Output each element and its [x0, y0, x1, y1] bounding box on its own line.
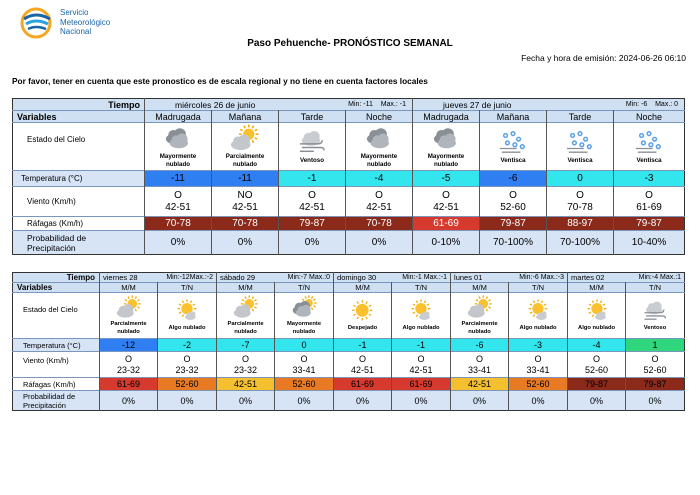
- wind-speed: 42-51: [433, 201, 459, 213]
- wind-speed: 52-60: [585, 364, 609, 375]
- wind-direction: NO: [237, 189, 253, 201]
- sunny-icon: [334, 299, 391, 322]
- gust-value: 88-97: [547, 217, 614, 231]
- emission-datetime: Fecha y hora de emisión: 2024-06-26 06:10: [521, 53, 686, 63]
- windy-icon: [626, 299, 684, 322]
- gust-value: 61-69: [334, 378, 392, 391]
- sky-condition-text: Algo nublado: [168, 325, 206, 332]
- period-label: Tarde: [547, 111, 614, 123]
- wind-speed: 52-60: [500, 201, 526, 213]
- temperatura-label: Temperatura (°C): [13, 171, 145, 187]
- period-label: M/M: [451, 283, 509, 293]
- wind-cell: [145, 187, 212, 217]
- partly-cloudy-icon: [451, 295, 508, 318]
- wind-direction: O: [124, 353, 132, 364]
- cloudy-icon: [145, 124, 211, 151]
- temperature-value: -1: [334, 339, 392, 352]
- variables-label: Variables: [13, 111, 145, 123]
- sky-condition-cell: [279, 123, 346, 171]
- viento-label: Viento (Km/h): [13, 352, 100, 378]
- temperature-value: -6: [451, 339, 509, 352]
- precip-value: 0%: [275, 391, 334, 411]
- temperature-value: -4: [346, 171, 413, 187]
- blizzard-icon: [547, 128, 613, 155]
- day-header: lunes 01 Min:-6 Max.:-3: [451, 273, 568, 283]
- temperature-value: -4: [568, 339, 626, 352]
- day-header: martes 02 Min:-4 Max.:1: [568, 273, 685, 283]
- cloudy-sun-icon: [275, 295, 333, 318]
- wind-speed: 42-51: [232, 201, 258, 213]
- wind-direction: O: [651, 353, 659, 364]
- temperature-value: -1: [279, 171, 346, 187]
- wind-direction: O: [300, 353, 308, 364]
- precip-value: 0%: [568, 391, 626, 411]
- sky-condition-text: Despejado: [347, 325, 378, 332]
- sky-condition-text: Parcialmente nublado: [227, 321, 264, 336]
- wind-cell: [275, 352, 334, 378]
- precip-value: 70-100%: [480, 231, 547, 255]
- estado-cielo-label: Estado del Cielo: [13, 293, 100, 339]
- gust-value: 79-87: [568, 378, 626, 391]
- wind-cell: [626, 352, 685, 378]
- wind-direction: O: [509, 189, 517, 201]
- temperatura-label: Temperatura (°C): [13, 339, 100, 352]
- sky-condition-text: Mayormente nublado: [360, 153, 398, 168]
- precip-value: 0%: [158, 391, 217, 411]
- day-header: viernes 28 Min:-12Max.:-2: [100, 273, 217, 283]
- sky-condition-text: Parcialmente nublado: [461, 321, 498, 336]
- period-label: M/M: [334, 283, 392, 293]
- precip-value: 0%: [279, 231, 346, 255]
- sky-condition-cell: [275, 293, 334, 339]
- gust-value: 42-51: [451, 378, 509, 391]
- temperature-value: -1: [392, 339, 451, 352]
- wind-cell: [614, 187, 685, 217]
- wind-cell: [212, 187, 279, 217]
- gust-value: 61-69: [392, 378, 451, 391]
- gust-value: 70-78: [145, 217, 212, 231]
- period-label: M/M: [100, 283, 158, 293]
- sky-condition-cell: [626, 293, 685, 339]
- gust-value: 42-51: [217, 378, 275, 391]
- precip-value: 0%: [100, 391, 158, 411]
- wind-cell: [158, 352, 217, 378]
- precip-value: 0%: [451, 391, 509, 411]
- wind-speed: 52-60: [643, 364, 667, 375]
- wind-speed: 23-32: [116, 364, 141, 375]
- period-label: T/N: [275, 283, 334, 293]
- mostly-sunny-icon: [158, 299, 216, 322]
- gust-value: 70-78: [346, 217, 413, 231]
- wind-direction: O: [534, 353, 542, 364]
- sky-condition-cell: [217, 293, 275, 339]
- sky-condition-text: Parcialmente nublado: [110, 321, 147, 336]
- gust-value: 61-69: [100, 378, 158, 391]
- temperature-value: -12: [100, 339, 158, 352]
- period-label: T/N: [626, 283, 685, 293]
- day-header: miércoles 26 de junio Min: -11 Max.: -1: [145, 99, 413, 111]
- wind-speed: 23-32: [234, 364, 258, 375]
- wind-cell: [334, 352, 392, 378]
- period-label: Mañana: [212, 111, 279, 123]
- wind-speed: 33-41: [526, 364, 550, 375]
- wind-speed: 42-51: [366, 201, 392, 213]
- temperature-value: 1: [626, 339, 685, 352]
- mostly-sunny-icon: [568, 299, 625, 322]
- wind-speed: 42-51: [351, 364, 375, 375]
- sky-condition-text: Mayormente nublado: [427, 153, 465, 168]
- wind-speed: 33-41: [292, 364, 316, 375]
- sky-condition-cell: [509, 293, 568, 339]
- gust-value: 52-60: [509, 378, 568, 391]
- mostly-sunny-icon: [392, 299, 450, 322]
- precip-value: 0%: [217, 391, 275, 411]
- temperature-value: -3: [614, 171, 685, 187]
- sky-condition-text: Algo nublado: [519, 325, 557, 332]
- sky-condition-cell: [480, 123, 547, 171]
- sky-condition-text: Ventisca: [567, 157, 593, 164]
- period-label: Madrugada: [145, 111, 212, 123]
- wind-speed: 42-51: [409, 364, 433, 375]
- wind-cell: [568, 352, 626, 378]
- gust-value: 52-60: [275, 378, 334, 391]
- period-label: Noche: [346, 111, 413, 123]
- wind-direction: O: [576, 189, 584, 201]
- wind-cell: [451, 352, 509, 378]
- sky-condition-cell: [392, 293, 451, 339]
- sky-condition-cell: [413, 123, 480, 171]
- wind-speed: 23-32: [175, 364, 199, 375]
- wind-speed: 42-51: [165, 201, 191, 213]
- partly-cloudy-icon: [100, 295, 157, 318]
- period-label: Mañana: [480, 111, 547, 123]
- wind-speed: 61-69: [636, 201, 662, 213]
- blizzard-icon: [480, 128, 546, 155]
- sky-condition-cell: [614, 123, 685, 171]
- sky-condition-cell: [451, 293, 509, 339]
- partly-cloudy-icon: [217, 295, 274, 318]
- precipitacion-label: Probabilidad de Precipitación: [13, 231, 145, 255]
- wind-direction: O: [442, 189, 450, 201]
- windy-icon: [279, 128, 345, 155]
- temperature-value: -7: [217, 339, 275, 352]
- wind-direction: O: [242, 353, 250, 364]
- wind-direction: O: [308, 189, 316, 201]
- cloudy-icon: [346, 124, 412, 151]
- forecast-table-bottom: [12, 272, 685, 411]
- wind-speed: 70-78: [567, 201, 593, 213]
- viento-label: Viento (Km/h): [13, 187, 145, 217]
- wind-cell: [413, 187, 480, 217]
- wind-direction: O: [174, 189, 182, 201]
- temperature-value: -2: [158, 339, 217, 352]
- wind-direction: O: [359, 353, 367, 364]
- sky-condition-text: Mayormente nublado: [286, 321, 322, 336]
- wind-direction: O: [476, 353, 484, 364]
- gust-value: 70-78: [212, 217, 279, 231]
- gust-value: 79-87: [480, 217, 547, 231]
- sky-condition-text: Algo nublado: [402, 325, 440, 332]
- precip-value: 0%: [212, 231, 279, 255]
- sky-condition-cell: [212, 123, 279, 171]
- temperature-value: 0: [275, 339, 334, 352]
- gust-value: 61-69: [413, 217, 480, 231]
- tiempo-label: Tiempo: [13, 99, 145, 111]
- rafagas-label: Ráfagas (Km/h): [13, 378, 100, 391]
- rafagas-label: Ráfagas (Km/h): [13, 217, 145, 231]
- wind-cell: [392, 352, 451, 378]
- period-label: M/M: [568, 283, 626, 293]
- gust-value: 79-87: [279, 217, 346, 231]
- precipitacion-label: Probabilidad de Precipitación: [13, 391, 100, 411]
- period-label: Madrugada: [413, 111, 480, 123]
- sky-condition-cell: [145, 123, 212, 171]
- logo-text: Servicio Meteorológico Nacional: [60, 8, 111, 36]
- temperature-value: -11: [212, 171, 279, 187]
- period-label: T/N: [509, 283, 568, 293]
- wind-direction: O: [417, 353, 425, 364]
- period-label: Noche: [614, 111, 685, 123]
- precip-value: 10-40%: [614, 231, 685, 255]
- sky-condition-text: Ventoso: [299, 157, 325, 164]
- period-label: M/M: [217, 283, 275, 293]
- precip-value: 70-100%: [547, 231, 614, 255]
- period-label: T/N: [158, 283, 217, 293]
- gust-value: 79-87: [626, 378, 685, 391]
- precip-value: 0%: [392, 391, 451, 411]
- sky-condition-text: Algo nublado: [578, 325, 616, 332]
- period-label: T/N: [392, 283, 451, 293]
- precip-value: 0-10%: [413, 231, 480, 255]
- tiempo-label: Tiempo: [13, 273, 100, 283]
- sky-condition-text: Ventisca: [636, 157, 662, 164]
- precip-value: 0%: [145, 231, 212, 255]
- wind-cell: [279, 187, 346, 217]
- sky-condition-text: Parcialmente nublado: [225, 153, 265, 168]
- sky-condition-cell: [568, 293, 626, 339]
- partly-cloudy-icon: [212, 124, 278, 151]
- sky-condition-cell: [158, 293, 217, 339]
- wind-direction: O: [593, 353, 601, 364]
- regional-disclaimer: Por favor, tener en cuenta que este pronostico es de escala regional y no tiene en cuenta factores locales: [12, 76, 428, 86]
- sky-condition-cell: [100, 293, 158, 339]
- page-title: Paso Pehuenche- PRONÓSTICO SEMANAL: [247, 38, 453, 49]
- precip-value: 0%: [346, 231, 413, 255]
- blizzard-icon: [614, 128, 684, 155]
- wind-cell: [346, 187, 413, 217]
- variables-label: Variables: [13, 283, 100, 293]
- sky-condition-text: Ventoso: [643, 325, 667, 332]
- wind-direction: O: [375, 189, 383, 201]
- day-header: domingo 30 Min:-1 Max.:-1: [334, 273, 451, 283]
- cloudy-icon: [413, 124, 479, 151]
- gust-value: 79-87: [614, 217, 685, 231]
- mostly-sunny-icon: [509, 299, 567, 322]
- sky-condition-cell: [346, 123, 413, 171]
- wind-cell: [509, 352, 568, 378]
- temperature-value: -3: [509, 339, 568, 352]
- temperature-value: -6: [480, 171, 547, 187]
- sky-condition-cell: [547, 123, 614, 171]
- precip-value: 0%: [334, 391, 392, 411]
- temperature-value: -11: [145, 171, 212, 187]
- sky-condition-text: Ventisca: [500, 157, 526, 164]
- wind-direction: O: [645, 189, 653, 201]
- wind-cell: [547, 187, 614, 217]
- day-header: sábado 29 Min:-7 Max.:0: [217, 273, 334, 283]
- sky-condition-text: Mayormente nublado: [159, 153, 197, 168]
- day-header: jueves 27 de junio Min: -6 Max.: 0: [413, 99, 685, 111]
- wind-cell: [217, 352, 275, 378]
- estado-cielo-label: Estado del Cielo: [13, 123, 145, 171]
- period-label: Tarde: [279, 111, 346, 123]
- wind-cell: [100, 352, 158, 378]
- wind-cell: [480, 187, 547, 217]
- precip-value: 0%: [626, 391, 685, 411]
- wind-speed: 33-41: [468, 364, 492, 375]
- sky-condition-cell: [334, 293, 392, 339]
- precip-value: 0%: [509, 391, 568, 411]
- temperature-value: 0: [547, 171, 614, 187]
- wind-speed: 42-51: [299, 201, 325, 213]
- wind-direction: O: [183, 353, 191, 364]
- gust-value: 52-60: [158, 378, 217, 391]
- forecast-table-top: [12, 98, 685, 255]
- temperature-value: -5: [413, 171, 480, 187]
